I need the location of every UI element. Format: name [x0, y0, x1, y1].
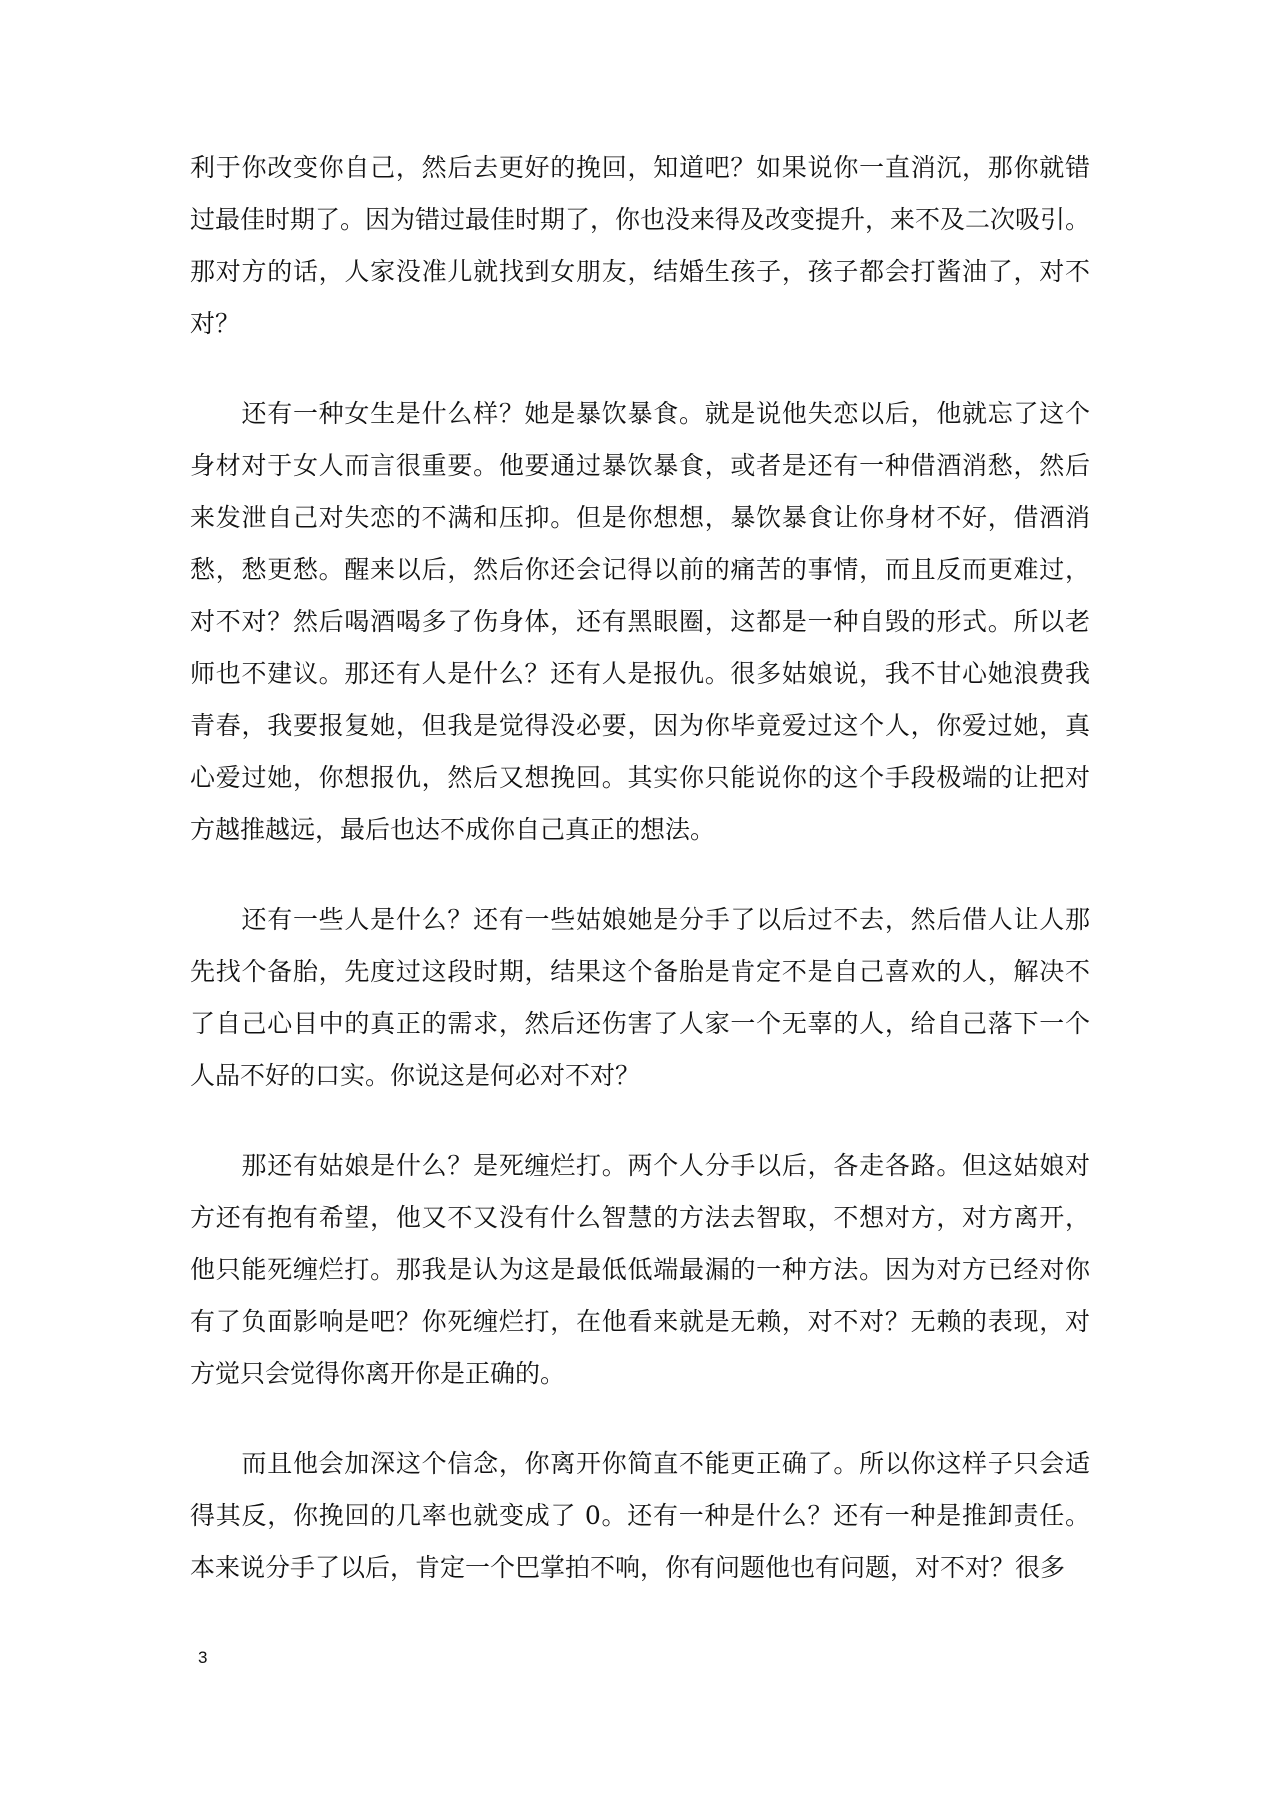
- text-line: 心爱过她，你想报仇，然后又想挽回。其实你只能说你的这个手段极端的让把对: [190, 763, 1090, 792]
- text-line: 本来说分手了以后，肯定一个巴掌拍不响，你有问题他也有问题，对不对？很多: [190, 1553, 1066, 1582]
- text-line: 方越推越远，最后也达不成你自己真正的想法。: [190, 815, 716, 844]
- page-number: 3: [198, 1648, 208, 1667]
- text-line: 师也不建议。那还有人是什么？还有人是报仇。很多姑娘说，我不甘心她浪费我: [190, 659, 1090, 688]
- text-line: 对不对？然后喝酒喝多了伤身体，还有黑眼圈，这都是一种自毁的形式。所以老: [190, 607, 1090, 636]
- text-line: 还有一些人是什么？还有一些姑娘她是分手了以后过不去，然后借人让人那: [190, 905, 1090, 934]
- text-line: 那还有姑娘是什么？是死缠烂打。两个人分手以后，各走各路。但这姑娘对: [190, 1151, 1090, 1180]
- text-line: 方觉只会觉得你离开你是正确的。: [190, 1359, 566, 1388]
- paragraph: [190, 388, 1090, 856]
- text-line: 青春，我要报复她，但我是觉得没必要，因为你毕竟爱过这个人，你爱过她，真: [190, 711, 1090, 740]
- text-line: 了自己心目中的真正的需求，然后还伤害了人家一个无辜的人，给自己落下一个: [190, 1009, 1090, 1038]
- paragraph: [190, 1438, 1090, 1594]
- text-line: 愁，愁更愁。醒来以后，然后你还会记得以前的痛苦的事情，而且反而更难过，: [190, 555, 1090, 584]
- text-line: 人品不好的口实。你说这是何必对不对？: [190, 1061, 641, 1090]
- document-body: [190, 142, 1090, 1632]
- text-line: 那对方的话，人家没准儿就找到女朋友，结婚生孩子，孩子都会打酱油了，对不: [190, 257, 1090, 286]
- paragraph: [190, 142, 1090, 350]
- text-line: 利于你改变你自己，然后去更好的挽回，知道吧？如果说你一直消沉，那你就错: [190, 153, 1090, 182]
- text-line: 而且他会加深这个信念，你离开你简直不能更正确了。所以你这样子只会适: [190, 1449, 1090, 1478]
- text-line: 有了负面影响是吧？你死缠烂打，在他看来就是无赖，对不对？无赖的表现，对: [190, 1307, 1090, 1336]
- text-line: 他只能死缠烂打。那我是认为这是最低低端最漏的一种方法。因为对方已经对你: [190, 1255, 1090, 1284]
- paragraph: [190, 894, 1090, 1102]
- text-line: 还有一种女生是什么样？她是暴饮暴食。就是说他失恋以后，他就忘了这个: [190, 399, 1090, 428]
- text-line: 来发泄自己对失恋的不满和压抑。但是你想想，暴饮暴食让你身材不好，借酒消: [190, 503, 1090, 532]
- text-line: 过最佳时期了。因为错过最佳时期了，你也没来得及改变提升，来不及二次吸引。: [190, 205, 1091, 234]
- text-line: 先找个备胎，先度过这段时期，结果这个备胎是肯定不是自己喜欢的人，解决不: [190, 957, 1090, 986]
- text-line: 方还有抱有希望，他又不又没有什么智慧的方法去智取，不想对方，对方离开，: [190, 1203, 1090, 1232]
- paragraph: [190, 1140, 1090, 1400]
- text-line: 对？: [190, 309, 241, 338]
- text-line: 身材对于女人而言很重要。他要通过暴饮暴食，或者是还有一种借酒消愁，然后: [190, 451, 1090, 480]
- text-line: 得其反，你挽回的几率也就变成了 0。还有一种是什么？还有一种是推卸责任。: [190, 1501, 1090, 1530]
